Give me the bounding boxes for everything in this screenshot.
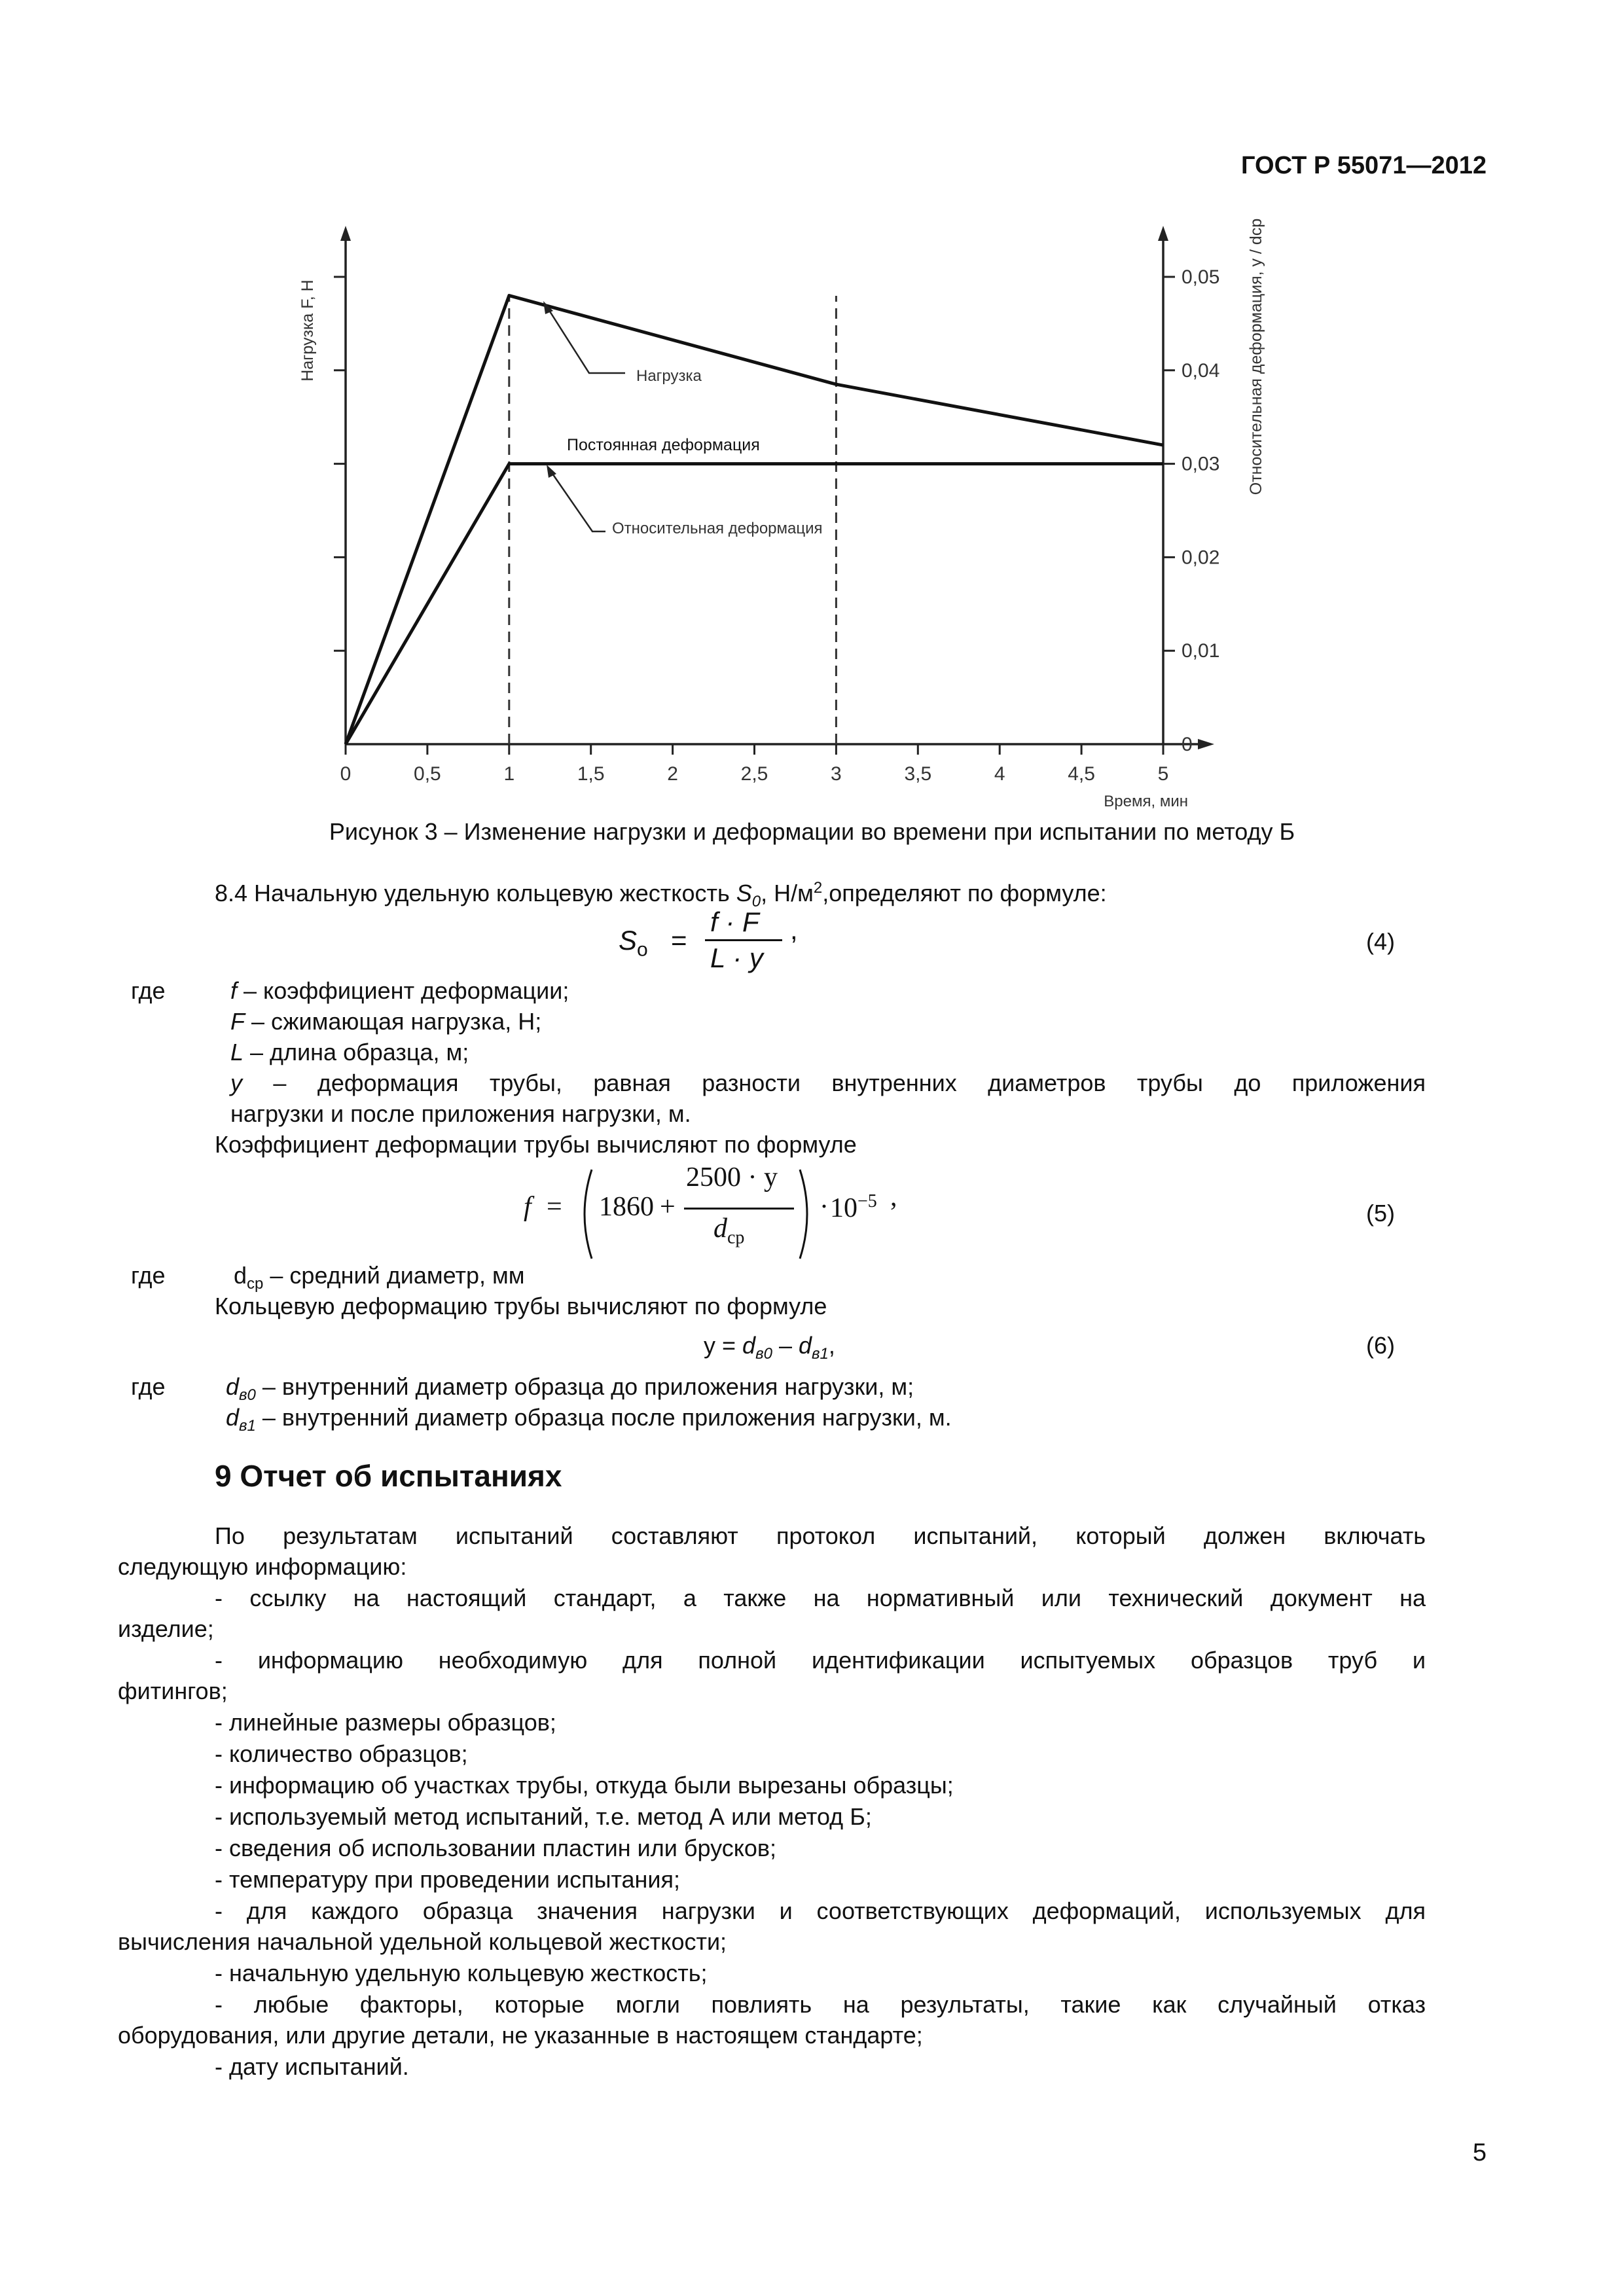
- def-y: y – деформация трубы, равная разности внутренних диаметров трубы до приложения: [230, 1069, 1426, 1096]
- equation-6: $y = d_{в0} - d_{в1}$,: [704, 1332, 835, 1363]
- right-y-tick-label: 0,02: [1182, 547, 1220, 569]
- s9-line-6: фитингов;: [118, 1677, 228, 1704]
- relative-leader-arrow: [547, 465, 556, 478]
- eq5-comma: ,: [890, 1182, 897, 1212]
- s9-line-9: - информацию об участках трубы, откуда были вырезаны образцы;: [215, 1772, 954, 1799]
- def-dcp: $d_{ср}$ – средний диаметр, мм: [234, 1262, 525, 1293]
- s9-line-18: - дату испытаний.: [215, 2053, 409, 2080]
- load-deformation-chart: [0, 0, 1624, 812]
- s9-line-12: - температуру при проведении испытания;: [215, 1866, 681, 1893]
- eq5-denominator: $d_{ср}$: [713, 1213, 745, 1248]
- eq5-left-paren: [575, 1168, 594, 1260]
- coef-intro: Коэффициент деформации трубы вычисляют по формуле: [215, 1131, 857, 1158]
- x-tick-label: 3: [831, 763, 842, 785]
- s9-line-15: - начальную удельную кольцевую жесткость;: [215, 1960, 708, 1986]
- ring-intro: Кольцевую деформацию трубы вычисляют по формуле: [215, 1293, 827, 1319]
- x-tick-label: 0: [340, 763, 352, 785]
- def-dv1: $d_{в1}$ – внутренний диаметр образца после приложения нагрузки, м.: [226, 1404, 952, 1435]
- eq5-numerator: 2500 · y: [686, 1162, 778, 1193]
- right-y-tick-label: 0,01: [1182, 640, 1220, 662]
- eq4-comma: ,: [790, 914, 798, 945]
- s9-line-4: изделие;: [118, 1615, 214, 1642]
- s9-line-10: - используемый метод испытаний, т.е. метод А или метод Б;: [215, 1803, 872, 1830]
- eq4-numerator: f · F: [710, 906, 759, 937]
- right-y-tick-label: 0,05: [1182, 266, 1220, 288]
- x-tick-label: 5: [1157, 763, 1169, 785]
- s9-line-8: - количество образцов;: [215, 1740, 468, 1767]
- where-label-2: где: [131, 1262, 166, 1289]
- equation-6-number: (6): [1366, 1332, 1395, 1359]
- where-label-1: где: [131, 977, 166, 1004]
- x-tick-label: 4,5: [1068, 763, 1095, 785]
- right-y-arrow: [1158, 226, 1168, 241]
- eq5-power: $10^{-5}$: [830, 1191, 877, 1223]
- eq5-plus: +: [660, 1192, 676, 1222]
- left-axis-label: Нагрузка F, Н: [298, 279, 317, 382]
- s9-line-16: - любые факторы, которые могли повлиять на результаты, такие как случайный отказ: [215, 1991, 1426, 2018]
- s9-line-17: оборудования, или другие детали, не указанные в настоящем стандарте;: [118, 2022, 923, 2049]
- relative-leader-line: [550, 470, 605, 531]
- s9-line-11: - сведения об использовании пластин или брусков;: [215, 1835, 777, 1861]
- intro-sup-2: 2: [813, 879, 823, 897]
- figure-caption: Рисунок 3 – Изменение нагрузки и деформации во времени при испытании по методу Б: [329, 818, 1295, 845]
- x-tick-label: 3,5: [904, 763, 932, 785]
- def-y-continued: нагрузки и после приложения нагрузки, м.: [230, 1100, 691, 1127]
- right-axis-label: Относительная деформация, y / dср: [1247, 218, 1265, 495]
- s9-line-2: следующую информацию:: [118, 1553, 407, 1580]
- right-y-tick-label: 0,04: [1182, 359, 1220, 382]
- x-axis-label: Время, мин: [1104, 793, 1188, 810]
- x-arrow: [1198, 739, 1214, 749]
- section-9-heading: 9 Отчет об испытаниях: [215, 1459, 562, 1493]
- x-tick-label: 1,5: [577, 763, 605, 785]
- page-number: 5: [1472, 2139, 1487, 2166]
- s9-line-1: По результатам испытаний составляют протокол испытаний, который должен включать: [215, 1522, 1426, 1549]
- x-tick-label: 4: [994, 763, 1005, 785]
- section-8-4-intro: [215, 872, 1107, 917]
- eq5-fraction-bar: [684, 1208, 794, 1210]
- s9-line-3: - ссылку на настоящий стандарт, а также на нормативный или технический документ на: [215, 1585, 1426, 1611]
- load-annotation: Нагрузка: [636, 367, 702, 385]
- equation-4-number: (4): [1366, 928, 1395, 955]
- eq4-equals: =: [671, 925, 687, 956]
- intro-symbol-s: S: [736, 880, 752, 906]
- equation-5-number: (5): [1366, 1200, 1395, 1227]
- intro-text-c: ,определяют по формуле:: [822, 880, 1107, 906]
- intro-sub-0: 0: [751, 893, 761, 911]
- s9-line-14: вычисления начальной удельной кольцевой жесткости;: [118, 1928, 727, 1955]
- def-F: F – сжимающая нагрузка, Н;: [230, 1008, 542, 1035]
- x-tick-label: 1: [503, 763, 515, 785]
- standard-number: ГОСТ Р 55071—2012: [1241, 152, 1487, 179]
- def-dv0: $d_{в0}$ – внутренний диаметр образца до приложения нагрузки, м;: [226, 1373, 914, 1405]
- s9-line-5: - информацию необходимую для полной идентификации испытуемых образцов труб и: [215, 1647, 1426, 1674]
- eq4-denominator: L · y: [710, 942, 763, 973]
- s9-line-7: - линейные размеры образцов;: [215, 1709, 556, 1736]
- eq5-1860: 1860: [599, 1192, 654, 1222]
- series-line-1: [346, 464, 1163, 744]
- x-tick-label: 0,5: [414, 763, 441, 785]
- right-y-tick-label: 0: [1182, 734, 1193, 755]
- def-f: f – коэффициент деформации;: [230, 977, 569, 1004]
- def-L: L – длина образца, м;: [230, 1039, 469, 1066]
- eq5-dot: ·: [820, 1192, 829, 1222]
- permanent-annotation: Постоянная деформация: [567, 436, 760, 454]
- where-label-3: где: [131, 1373, 166, 1400]
- x-tick-label: 2: [667, 763, 678, 785]
- eq4-lhs: $S_o$: [619, 925, 648, 961]
- eq5-f: f: [524, 1192, 532, 1222]
- x-tick-label: 2,5: [740, 763, 768, 785]
- left-y-arrow: [340, 226, 351, 241]
- eq5-right-paren: [797, 1168, 817, 1260]
- right-y-tick-label: 0,03: [1182, 453, 1220, 475]
- s9-line-13: - для каждого образца значения нагрузки и соответствующих деформаций, используемых для: [215, 1897, 1426, 1924]
- intro-text-b: , Н/м: [761, 880, 814, 906]
- intro-text-a: 8.4 Начальную удельную кольцевую жесткость: [215, 880, 736, 906]
- eq5-equals: =: [547, 1192, 562, 1222]
- relative-annotation: Относительная деформация: [612, 520, 823, 537]
- eq4-fraction-bar: [705, 939, 782, 941]
